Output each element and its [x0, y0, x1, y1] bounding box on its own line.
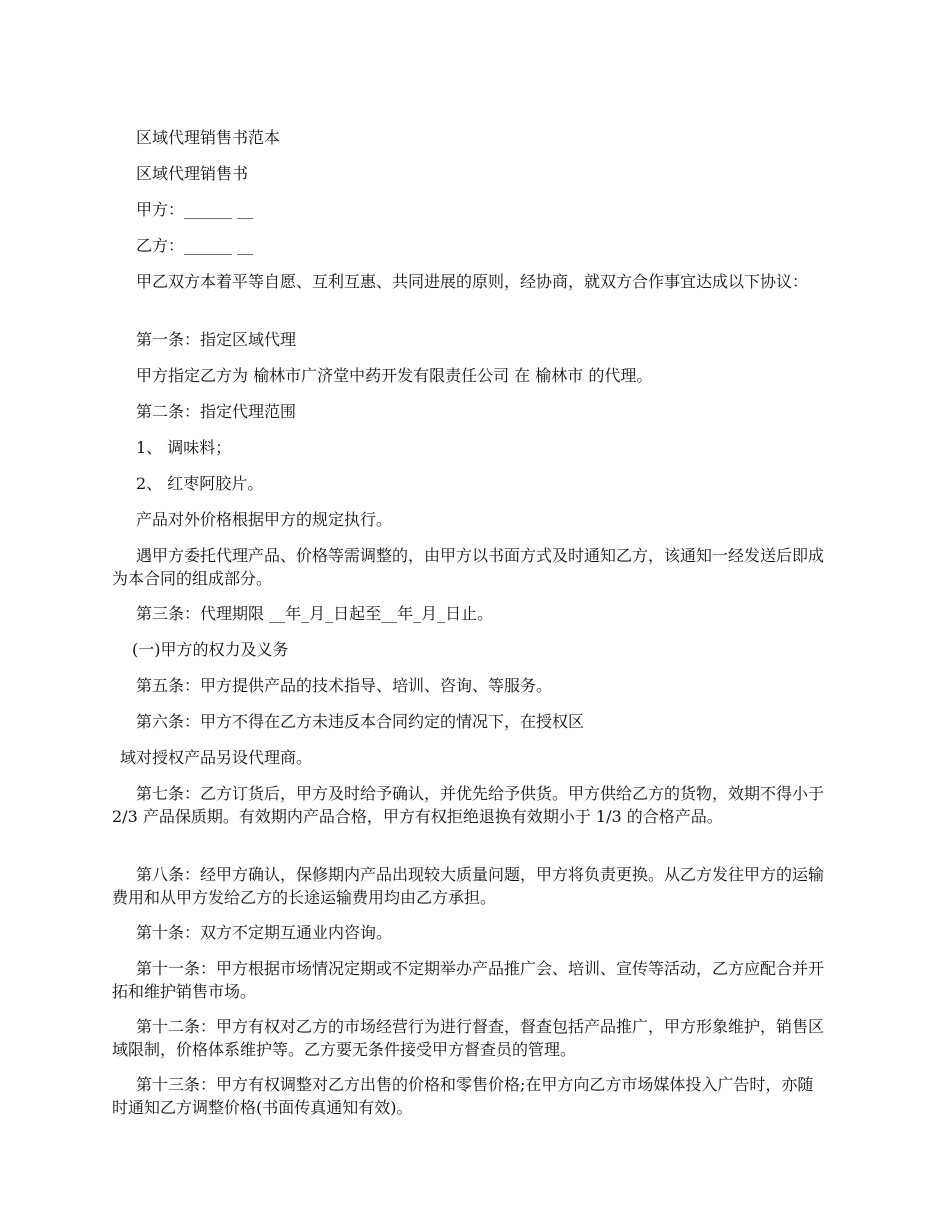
article-5: 第五条：甲方提供产品的技术指导、培训、咨询、等服务。	[136, 676, 553, 695]
document-title: 区域代理销售书范本	[136, 128, 281, 147]
article-13: 第十三条：甲方有权调整对乙方出售的价格和零售价格;在甲方向乙方市场媒体投入广告时，亦随时通知乙方调整价格(书面传真通知有效)。	[112, 1075, 814, 1117]
article-6-line-2: 域对授权产品另设代理商。	[120, 748, 313, 767]
article-7: 第七条：乙方订货后，甲方及时给予确认，并优先给予供货。甲方供给乙方的货物，效期不得小于 2/3 产品保质期。有效期内产品合格，甲方有权拒绝退换有效期小于 1/3 的合格产品。	[112, 784, 825, 826]
article-1-body: 甲方指定乙方为 榆林市广济堂中药开发有限责任公司 在 榆林市 的代理。	[136, 366, 653, 385]
article-8: 第八条：经甲方确认，保修期内产品出现较大质量问题，甲方将负责更换。从乙方发往甲方的运输费用和从甲方发给乙方的长途运输费用均由乙方承担。	[112, 865, 825, 907]
article-2-heading: 第二条：指定代理范围	[136, 402, 297, 421]
party-b-line: 乙方：______ __	[136, 236, 254, 255]
price-rule-paragraph: 产品对外价格根据甲方的规定执行。	[136, 510, 393, 529]
article-3-term: 第三条：代理期限 __年_月_日起至__年_月_日止。	[136, 604, 494, 623]
article-10: 第十条：双方不定期互通业内咨询。	[136, 923, 393, 942]
scope-item-1: 1、 调味料；	[136, 438, 232, 457]
section-party-a-rights: (一)甲方的权力及义务	[132, 640, 289, 659]
article-11: 第十一条：甲方根据市场情况定期或不定期举办产品推广会、培训、宣传等活动，乙方应配合并开拓和维护销售市场。	[112, 959, 825, 1001]
party-a-line: 甲方：______ __	[136, 200, 254, 219]
article-1-heading: 第一条：指定区域代理	[136, 330, 297, 349]
document-subtitle: 区域代理销售书	[136, 164, 249, 183]
adjustment-paragraph: 遇甲方委托代理产品、价格等需调整的，由甲方以书面方式及时通知乙方，该通知一经发送后即成为本合同的组成部分。	[112, 546, 825, 588]
paragraph-preamble: 甲乙双方本着平等自愿、互利互惠、共同进展的原则，经协商，就双方合作事宜达成以下协议：	[136, 272, 809, 291]
scope-item-2: 2、 红枣阿胶片。	[136, 474, 264, 493]
article-6-line-1: 第六条：甲方不得在乙方未违反本合同约定的情况下，在授权区	[136, 712, 585, 731]
article-12: 第十二条：甲方有权对乙方的市场经营行为进行督查，督查包括产品推广，甲方形象维护，销售区域限制，价格体系维护等。乙方要无条件接受甲方督查员的管理。	[112, 1017, 825, 1059]
